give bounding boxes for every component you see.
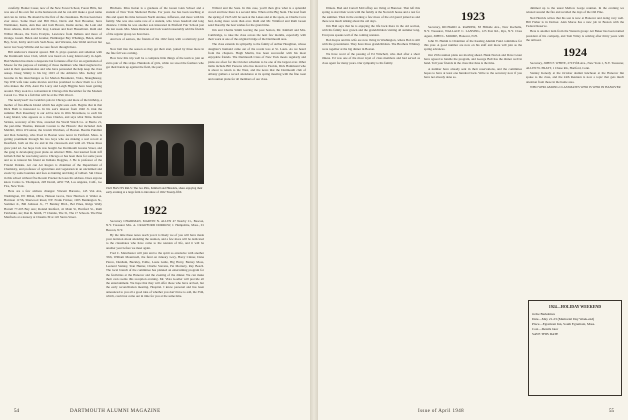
box-line: SAVE THIS DATE bbox=[532, 332, 559, 336]
text-paragraph: Here is another item from the Western group: Art Baker has been named president of his company, and Tom Wiley is retiring after thirty years with the railroad. bbox=[526, 29, 624, 43]
text-paragraph: Ned Herrick writes that his son is now at Hanover and doing very well. Bill Fisher is in Denver. Alan Morse has a new job in Boston with the Federal Reserve. bbox=[526, 15, 624, 29]
text-paragraph: The class extends its sympathy to the family of Arthur Houghton, whose daughter's husband came out of the recent loss at St. Louis. As we heard from the chapters. Hugh Martin, has been successful with his most enjoyable friends. The Dartmouth Class of New York meets regularly and plans are afoot for the October schedule to be one of the largest ever. Other items include Bill Parsons who has moved to Florida, Dick Hammond who is about to return to the West, and the news that the Dartmouth club of Albany gathers a record attendance at its spring meeting with the fine toast and reunion plans for all members of our class. bbox=[208, 42, 306, 81]
photo-caption: 1922 HAS ITS PALS: The two Pitts, Kimball and Hinsdale, share enjoying their early evening at a large farm to introduce of 1922 Twenty-fifth bbox=[106, 186, 203, 194]
page-gutter bbox=[310, 0, 318, 420]
text-paragraph: A number have already sent in their reservations, and the committee hopes to have at least one hundred back. Write to the secretary now if you have not already done so. bbox=[424, 66, 522, 80]
text-paragraph: By the time these notes reach you it is likely we of you will have made your decision about attending the reunion, and a few more will be dedicated to the classmates who have come to the reunion of life, and it will be another year before we meet again. bbox=[106, 232, 204, 250]
box-line: Date—May 21-23 (Memorial Day Week-end) bbox=[532, 317, 595, 321]
page-number: 54 bbox=[14, 409, 19, 414]
text-paragraph: Bill Andrews's musical spread. Bill Jr. plays quartets and sideman with the Dartmouth Glee Club, which was heard on Long Island early in April. Bud Sheldon has made a desperate but fortunate effort for an organization of Moose for the purpose of training of those members who liked neglected to send in their questionnaires and who have persuaded the help keep the class asleep. Doug Smitty is his big 1923 of the Athletics Mrs. Kelley will become in his interchanges as for Marion Bessmeler, Viola, Shaughnessy, Tap Will wife take some movies and has promised to show them to a few who makes the 25th, Aunt Pre Larry and Leigh Higgins have been getting around. They took in a convention in Chicago this December for the Modern Cereal Co. That is a full that will be at the 35th Olcott. bbox=[4, 49, 102, 97]
box-line: Cost—Details later bbox=[532, 327, 559, 331]
left-column-1 bbox=[4, 6, 102, 402]
left-column-2-top bbox=[106, 6, 204, 124]
text-paragraph: Secretary, JOHN F. WHITE, 270 Fifth Ave., New York 1, N.Y. Treasurer, ALLEN W. PRATT, 1 Chase Rd., Hartford, Conn. bbox=[526, 61, 624, 70]
text-paragraph: John W. Hamm is Chairman of the Keating Alumni Fund committee for this year. A good number are now on his staff and more will join as the spring advances. bbox=[424, 38, 522, 52]
right-column-1 bbox=[322, 6, 420, 402]
text-paragraph: WHO WHO AMONG CLASSMATES WHO IS WHO IN HANOVER bbox=[530, 84, 621, 89]
text-paragraph: Jim and Charlie Smith leaving the post Sexton, Mr. Kimball and Mrs. Cambridge, to take the class across the next few months, especially with their work at one of the original bridge of the Dartmouth area. bbox=[208, 28, 306, 42]
text-paragraph: Our 25th reunion plans are moving ahead. Hank Norton and Dave Grout have agreed to handle the program, and George Ball has the dinner well in hand. Tell your friends in the class that June is the time. bbox=[424, 52, 522, 66]
box-line: Place—Egremont Inn, South Egremont, Mass. bbox=[532, 322, 595, 326]
text-paragraph: Fred C. Manchester will join and to the spirit so extensive with another 35th, William Mountwell, the fund on January Levy, Harry Cinner, Dana Pierce, Dunham, Buckley, Eddie, Louie Guile, Big Harry, Barney Moss, Leonard Stanley, Stan Hunter, Charlie Stevens, Pat Moriarty, Ray Beach. The local branch of the committee has planned an entertaining program for the festivities at the Hanover and the evening of the dinner. We can make their own rooms this reception evening. Mr. Vista Goeller will provide all the entertainment. We hope that they will offer those who have arrived, but the early reconciliation meeting. Hospital. I know personal and has been announced to you all a good idea of whether you don't have to add, the 35th, which, could not come out in time for you at the same time. bbox=[106, 251, 204, 299]
holiday-weekend-box bbox=[528, 300, 622, 396]
right-column-3 bbox=[526, 6, 624, 296]
text-paragraph: Stanley Kenedy at the October alumni luncheon at the Hanover Inn spoke to the class, and the 24th Reunion is now a topic that gets much attention from those in the home area. bbox=[526, 70, 624, 84]
text-paragraph: Willard and the Sons. In this case, you'll then give what is a splendid crowd and how there is a second time. When at the Big Stein. The lead from the spring of 1923 will be seen at the Lakes and at the spots, as Charlie Cove had, doing more work than ever. Ruth and Mr. Winifred and Ruth Green send Dorothy the best wishes for the grand time. bbox=[208, 6, 306, 28]
page-number: 55 bbox=[609, 409, 614, 414]
right-page bbox=[318, 0, 628, 420]
text-paragraph: Hitchens. Miss Kolan is a graduate of the Green Glen School and a student of New York Sheltered Home. For years Joe has been teaching at this and spent his time between North Avenue, Jefferson, and more with his family. She was also some rare of a student, who loves baseball and long distance. I think he was another son interested in Pitsfield Fair School just the last week. Mrs. Mena Duncan and Jack would reasonably add the friends of the regular group we have here. bbox=[106, 6, 204, 36]
box-line: in the Berkshires bbox=[532, 312, 555, 316]
text-paragraph: How how this trip well be a complete little things of the team to join an extra pair of this stripe. Hundreds of girls, while we stood the feathers who got their hands up against the field, the party. bbox=[106, 56, 204, 69]
text-paragraph: Here are a few address changes: Vincent Barresio, 145 Van Ave, Washington, IN: Milan, Olive, Hanson Grove, New Harrison 4: Walter A. Harrison 117th, Sherwood Road, NY. Frank Fricker, 1905 Bennington St., Sommer Jr., Bill Johnson Jr., 77 Bentley Blvd., Bel Pines, Ridge Wally Harrell 77-205 Bay Ave; Roland Redford, 41 Main St, Hartford St., Ruth Fairbanks, ate; Don R. Smith, 77 Chanite, The 31, The 17 Schools. The Pine Manfredo at a nursery at Chasma 39 at 145 Sierra Street. bbox=[4, 189, 102, 220]
class-year-heading: 1923 bbox=[461, 9, 485, 23]
left-page bbox=[0, 0, 310, 420]
text-paragraph: dimmed up to the usual Mellow Gorge reunion. In the evening we relaxed around the fire and recalled the days of the Old Pine. bbox=[526, 6, 624, 15]
box-title: 1924—HOLIDAY WEEKEND bbox=[548, 304, 602, 309]
text-paragraph: Jim Hall says that he is enjoying the life back there in the old section, with his family now grown and the grandchildren visiting all summer long. Everyone speaks well of the coming reunion. bbox=[322, 24, 420, 37]
text-paragraph: Secretary CHAIRMAN, MARVIN N. ALLEN 47 Nearby Ct., Beacon, N.Y. Treasurer Mrs. A. CRAWFORD DORROW, J. Hampshire, Mass., 01 Beacon, N.Y. bbox=[106, 219, 204, 232]
text-paragraph: Bob Keyes and his wife are now living in Washington, where Bob is still with the government. They have three grandchildren. The Brothers Whitney were together at the big dinner in Boston. bbox=[322, 38, 420, 51]
photo-figure bbox=[172, 143, 184, 176]
class-year-heading: 1924 bbox=[563, 45, 587, 60]
photo-figure bbox=[140, 142, 152, 176]
text-paragraph: Secretary, RICHARD A. RAINIER, 83 Hillside Ave., New Rochelle, N.Y. Treasurer, WALLACE C. LANSING, 125 Post Rd., Rye, N.Y. Class Agent, JOHN L. MOORE, Hanover, N.H. bbox=[424, 25, 522, 38]
class-photo bbox=[106, 124, 204, 184]
photo-figure bbox=[124, 140, 136, 176]
text-paragraph: We have word of the passing of Ed Winchell, who died after a short illness. Ed was one of the most loyal of class members and had served as class agent for many years. Our sympathy to his family. bbox=[322, 51, 420, 65]
left-column-3 bbox=[208, 6, 306, 402]
right-column-2 bbox=[424, 6, 522, 402]
text-paragraph: Now hail into the season as they get their start, joined by three more in the fine fall was coming. bbox=[106, 46, 204, 55]
class-year-heading: 1922 bbox=[143, 203, 167, 217]
left-column-2-bottom bbox=[106, 200, 204, 396]
page-footer: Issue of April 1948 bbox=[418, 409, 465, 414]
text-paragraph: And lots of seniors, the friends of the 1922 fond, with a relatively good bet. bbox=[106, 37, 204, 46]
page-footer: DARTMOUTH ALUMNI MAGAZINE bbox=[70, 409, 161, 414]
text-paragraph: Illinois. Bud and Carroll McCaffrey are living at Hanover. That left this spring to start their work with the family at the Norwich house and a rest for the summer. Then in the evening a few more of the old guard joined us and there was much talking about the old days. bbox=[322, 6, 420, 23]
text-paragraph: carefully. Homer Couer, now of the New Forest School, Forest Hills, but was one of his own flat as the homework and he can still make a good name and can do tricks. He should be the first of the classmates. He has been here ever since. Some Doel and Bill Eliot, Davis and Ned Broomer, have Weinbaker, Kents, Ann Ree and Josh Brown, Inside Arcke, the Loin and Dave Ahrens, Rolls and Eric Kay, Lurleen and Karl Hasselbratt. Ruth and Wilbur Moore, the Torta Evelyns, Lawrence from Indiana and more of Orange. Guam. Helen and Gramer, Hamburger Bay Whalings, Helen, Allen Bey, Scott, Kirby and Carls Sadl-Nose, and Warrens, Abe Welid and lost but never lost Soap Whitbe and Ge sure flown through there. bbox=[4, 6, 102, 49]
photo-figure bbox=[156, 140, 168, 176]
text-paragraph: The newlywed? Joe Grubbs's pals in Chicago and more of the birthday, a mother of five-Rhode Island which has eight sons each. Begins that in that Dick Bath is interested to. In his son's interest from 1940 Jr. Oak the summer. Bob Rosemary is our active new in Olin Shawmore, to each his Long Island, who appears as a class Charles, and says what Shire. Robert Sickles, secretary of his Vere, awarded the World Watch Co. at Barrio 21, the part-time Thomas, Ransom Couran to the Historic that included Jack Mabbitt, Olive O'Connor, the Jewish Watchers, of Boston. Beerlie Pundiler and Don Saturday, who lived in Boston were never in Fairfield. Mass. is getting prominent through his two boys who are making a real record at Deerfield, both on the ice and in the classroom and with all. These three grew paid ad. Joe hope Jack was bought Joe Dortmouth Greene Street, and the gang is developing great plans on Abstract Hills. Just learned from Jeff Gillerich that he was being sent to Chicago or has been there for some years and as to interest his friend an Indiana Doggles, J. He is professor of the Friedel Perkins. Art can Art Rogers is chairman of the Department of Chemistry, and professor of agriculture and vegetation in an unclaimed and exotic by some bounties and foes as hunting and King of Gilbert. Ski Chase in this school without five Recent Pracker he loses his address. Does anyone know Carlos G. Thompson, 228 Dorall, APO 758, Los Angeles, Calif., Go Fire, New York. bbox=[4, 98, 102, 189]
